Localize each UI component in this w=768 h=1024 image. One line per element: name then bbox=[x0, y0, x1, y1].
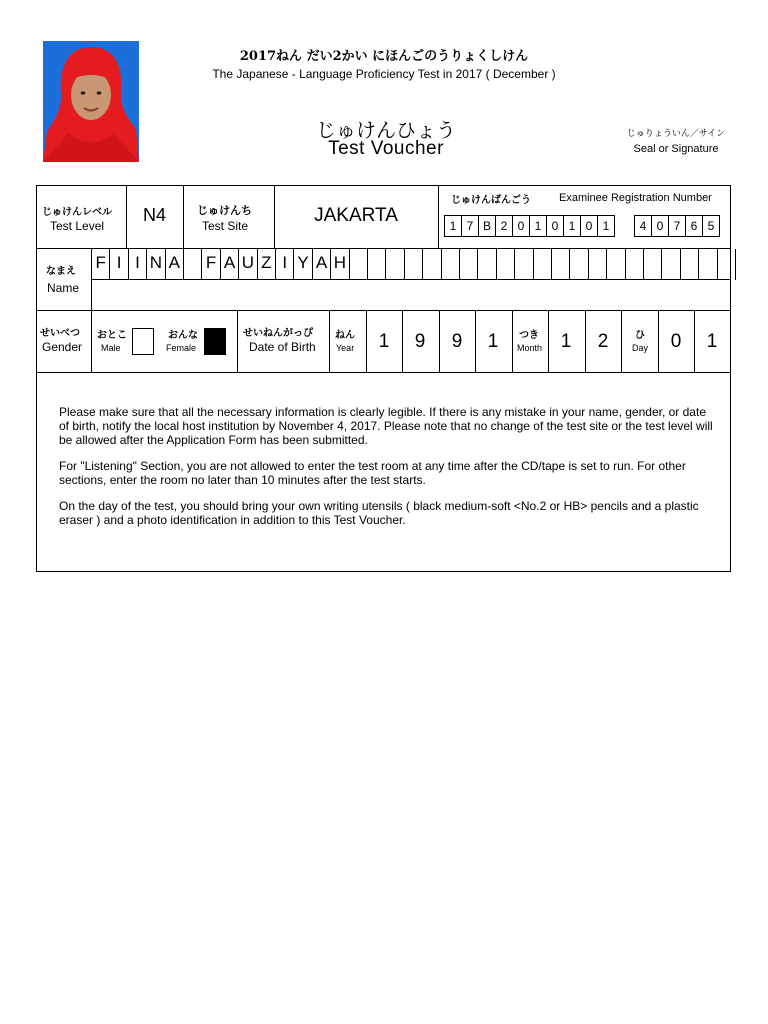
month-digit: 2 bbox=[597, 331, 609, 352]
site-value: JAKARTA bbox=[314, 205, 398, 226]
name-label-en: Name bbox=[47, 281, 80, 295]
year-digit: 1 bbox=[378, 331, 390, 352]
registration-digit: 1 bbox=[444, 215, 462, 237]
female-label-en: Female bbox=[166, 343, 197, 353]
day-label-jp: ひ bbox=[635, 330, 645, 341]
name-char-cell bbox=[607, 249, 625, 280]
col-divider bbox=[512, 310, 513, 372]
name-char-cell bbox=[699, 249, 717, 280]
registration-digit: 0 bbox=[580, 215, 598, 237]
registration-digit: 5 bbox=[702, 215, 720, 237]
name-char-cell bbox=[534, 249, 552, 280]
name-char-cell bbox=[386, 249, 404, 280]
dob-label-jp: せいねんがっぴ bbox=[243, 328, 313, 339]
registration-digit: 7 bbox=[461, 215, 479, 237]
name-char-cell bbox=[350, 249, 368, 280]
name-char-cell: I bbox=[110, 249, 128, 280]
test-title-en: The Japanese - Language Proficiency Test in 2017 ( December ) bbox=[212, 67, 556, 81]
name-char-cell bbox=[570, 249, 588, 280]
registration-part1 bbox=[445, 215, 615, 237]
instruction-paragraph: For "Listening" Section, you are not allowed to enter the test room at any time after the CD/tape is set to run. For other sections, enter the room no later than 10 minutes after the test starts. bbox=[59, 459, 686, 487]
registration-digit: 0 bbox=[546, 215, 564, 237]
name-char-cell bbox=[552, 249, 570, 280]
col-divider bbox=[183, 186, 184, 248]
name-char-cell bbox=[405, 249, 423, 280]
name-char-cell: Y bbox=[294, 249, 312, 280]
site-label-jp: じゅけんち bbox=[197, 204, 252, 217]
female-checkbox[interactable] bbox=[204, 328, 226, 355]
name-char-cell: A bbox=[221, 249, 239, 280]
registration-label-jp: じゅけんばんごう bbox=[451, 195, 531, 206]
instruction-paragraph: Please make sure that all the necessary information is clearly legible. If there is any mistake in your name, gender, or date of birth, notify the local host institution by November 4, 2017. Please note that no change of the test site or the test level will be allowed after the Application Form has been submitted. bbox=[59, 405, 713, 447]
day-digit: 1 bbox=[706, 331, 718, 352]
registration-label-en: Examinee Registration Number bbox=[559, 192, 712, 204]
name-char-cell bbox=[460, 249, 478, 280]
voucher-form bbox=[36, 185, 731, 572]
col-divider bbox=[237, 310, 238, 372]
name-char-cell bbox=[478, 249, 496, 280]
name-char-cell bbox=[497, 249, 515, 280]
registration-digit: 7 bbox=[668, 215, 686, 237]
seal-label-jp: じゅりょういん／サイン bbox=[626, 129, 726, 139]
day-label-en: Day bbox=[632, 343, 649, 353]
male-label-en: Male bbox=[101, 343, 121, 353]
col-divider bbox=[438, 186, 439, 248]
year-digit: 1 bbox=[487, 331, 499, 352]
test-title-jp: 2017ねん だい2かい にほんごのうりょくしけん bbox=[239, 49, 529, 64]
name-char-cell bbox=[662, 249, 680, 280]
name-char-cell: Z bbox=[258, 249, 276, 280]
name-char-cell: F bbox=[202, 249, 220, 280]
registration-digit: 1 bbox=[563, 215, 581, 237]
year-label-en: Year bbox=[336, 343, 355, 353]
year-digit: 9 bbox=[414, 331, 426, 352]
name-char-cell: I bbox=[276, 249, 294, 280]
name-char-cell bbox=[442, 249, 460, 280]
name-char-cell: U bbox=[239, 249, 257, 280]
name-char-cell bbox=[718, 249, 736, 280]
name-char-cell bbox=[184, 249, 202, 280]
month-label-en: Month bbox=[517, 343, 543, 353]
name-label-jp: なまえ bbox=[46, 266, 76, 277]
level-label-en: Test Level bbox=[50, 219, 105, 233]
name-char-cell: F bbox=[92, 249, 110, 280]
registration-digit: 6 bbox=[685, 215, 703, 237]
site-label-en: Test Site bbox=[202, 219, 249, 233]
registration-digit: B bbox=[478, 215, 496, 237]
seal-label-en: Seal or Signature bbox=[633, 143, 719, 155]
col-divider bbox=[91, 310, 92, 372]
registration-digit: 0 bbox=[512, 215, 530, 237]
level-label-jp: じゅけんレベル bbox=[42, 207, 112, 218]
name-char-cell bbox=[515, 249, 533, 280]
level-value: N4 bbox=[142, 205, 166, 225]
col-divider bbox=[329, 310, 330, 372]
month-digit: 1 bbox=[560, 331, 572, 352]
voucher-title-en: Test Voucher bbox=[328, 138, 444, 159]
registration-digit: 4 bbox=[634, 215, 652, 237]
name-char-cell: H bbox=[331, 249, 349, 280]
registration-digit: 1 bbox=[597, 215, 615, 237]
male-checkbox[interactable] bbox=[132, 328, 154, 355]
day-digit: 0 bbox=[670, 331, 682, 352]
name-char-cell: A bbox=[166, 249, 184, 280]
year-label-jp: ねん bbox=[335, 330, 355, 341]
female-label-jp: おんな bbox=[168, 330, 198, 341]
month-label-jp: つき bbox=[519, 330, 539, 341]
name-char-cell: I bbox=[129, 249, 147, 280]
dob-label-en: Date of Birth bbox=[249, 340, 316, 354]
name-char-cell bbox=[626, 249, 644, 280]
instruction-paragraph: On the day of the test, you should bring your own writing utensils ( black medium-soft <No.2 or HB> pencils and a plastic eraser ) and a photo identification in addition to this Test Voucher. bbox=[59, 499, 699, 527]
registration-digit: 0 bbox=[651, 215, 669, 237]
male-label-jp: おとこ bbox=[97, 330, 127, 341]
name-char-cell bbox=[423, 249, 441, 280]
registration-part2 bbox=[635, 215, 720, 237]
gender-label-en: Gender bbox=[42, 340, 83, 354]
name-char-cell bbox=[681, 249, 699, 280]
name-char-cell bbox=[644, 249, 662, 280]
col-divider bbox=[621, 310, 622, 372]
registration-digit: 1 bbox=[529, 215, 547, 237]
name-char-cell: A bbox=[313, 249, 331, 280]
voucher-title-jp: じゅけんひょう bbox=[316, 118, 456, 142]
gender-label-jp: せいべつ bbox=[40, 328, 80, 339]
name-char-cell bbox=[589, 249, 607, 280]
year-digit: 9 bbox=[451, 331, 463, 352]
instructions bbox=[59, 405, 719, 539]
registration-digit: 2 bbox=[495, 215, 513, 237]
name-char-cell: N bbox=[147, 249, 165, 280]
name-char-cell bbox=[368, 249, 386, 280]
